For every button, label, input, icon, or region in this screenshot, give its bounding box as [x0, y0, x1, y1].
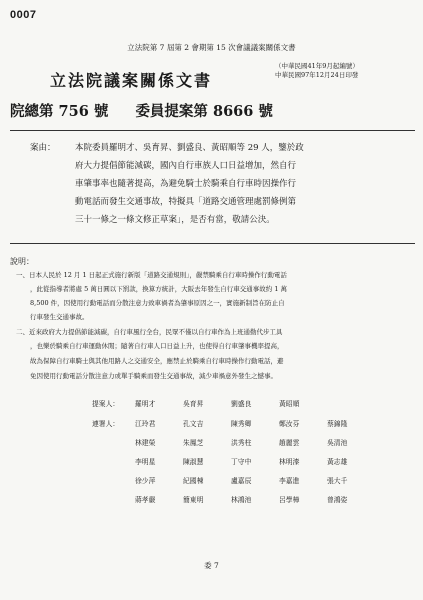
session-header: 立法院第 7 屆第 2 會期第 15 次會議議案關係文書 — [127, 43, 296, 52]
description-line: ，也樂於騎乘自行車運動休閒；隨著自行車人口日益上升，也使得自行車肇事機率提高， — [30, 342, 284, 350]
description-line: 故為保障自行車騎士與其他用路人之交通安全，應禁止於騎乘自行車時操作行動電話，避 — [30, 357, 284, 365]
doc-date-printed: 中華民國97年12月24日印發 — [275, 71, 359, 79]
cosigner-name: 江玲君 — [135, 420, 156, 428]
description-line: 一、日本人民於 12 月 1 日起正式施行新版「道路交通規則」，嚴禁騎乘自行車時操作行動電話 — [16, 271, 287, 279]
divider-middle — [10, 243, 415, 244]
proposer-row — [0, 398, 423, 408]
page-number: 0007 — [10, 9, 37, 21]
divider-top — [10, 130, 415, 131]
proposer-name: 劉盛良 — [231, 400, 252, 408]
footer-page-number: 委 7 — [204, 561, 219, 570]
cosigner-name: 蔣孝嚴 — [135, 496, 156, 504]
doc-dates — [275, 62, 359, 80]
cosigner-name: 鄭汝芬 — [279, 420, 300, 428]
cosigner-name: 趙麗雲 — [279, 439, 300, 447]
case-line: 三十一條之一條文修正草案」，是否有當，敬請公決。 — [75, 215, 275, 225]
cosigner-name: 孔文吉 — [183, 420, 204, 428]
proposer-name: 黃昭順 — [279, 400, 300, 408]
cosigner-name: 簡東明 — [183, 496, 204, 504]
description-line: 行車發生交通事故。 — [30, 313, 89, 321]
cosigner-name: 林建榮 — [135, 439, 156, 447]
cosigner-name: 曾鴻姿 — [327, 496, 348, 504]
description-line: 8,500 件，因使用行動電話而分散注意力致車禍者為肇事原因之一，實施新制旨在防止自 — [30, 299, 285, 307]
doc-title: 立法院議案關係文書 — [50, 71, 213, 90]
cosigner-name: 吳清池 — [327, 439, 348, 447]
description-line: 免因使用行動電話分散注意力或單手騎乘而發生交通事故，減少車禍意外發生之憾事。 — [30, 372, 277, 380]
cosigner-name: 朱鳳芝 — [183, 439, 204, 447]
cosigner-row — [0, 494, 423, 504]
cosigner-name: 丁守中 — [231, 458, 252, 466]
case-line: 本院委員羅明才、吳育昇、劉盛良、黃昭順等 29 人，鑒於政 — [75, 143, 304, 153]
case-label: 案由： — [30, 143, 56, 153]
cosigner-label: 連署人： — [92, 420, 120, 428]
cosigner-name: 李明星 — [135, 458, 156, 466]
doc-number — [10, 100, 273, 121]
general-number: 院總第 756 號 — [10, 103, 109, 120]
case-line: 車肇事率也隨著提高，為避免騎士於騎乘自行車時因操作行 — [75, 179, 297, 189]
cosigner-row — [0, 418, 423, 428]
case-line: 府大力提倡節能減碳，國內自行車族人口日益增加，然自行 — [75, 161, 297, 171]
doc-date-numbering: （中華民國41年9月起編號） — [275, 62, 359, 70]
case-line: 動電話而發生交通事故，特擬具「道路交通管理處罰條例第 — [75, 197, 297, 207]
cosigner-name: 李嘉進 — [279, 477, 300, 485]
cosigner-name: 蔡錦隆 — [327, 420, 348, 428]
proposer-label: 提案人： — [92, 400, 120, 408]
cosigner-row — [0, 475, 423, 485]
proposer-name: 羅明才 — [135, 400, 156, 408]
cosigner-name: 林鴻池 — [231, 496, 252, 504]
cosigner-name: 陳淑慧 — [183, 458, 204, 466]
cosigner-name: 黃志雄 — [327, 458, 348, 466]
cosigner-name: 張大千 — [327, 477, 348, 485]
cosigner-row — [0, 437, 423, 447]
description-line: ，此從指導者將處 5 萬日圓以下罰款，換算方統計，大阪去年發生自行車交通事故約 1 萬 — [30, 285, 288, 293]
description-line: 二、近來政府大力提倡節能減碳，自行車風行全台，民眾不僅以自行車作為上班通勤代步工具 — [16, 328, 283, 336]
cosigner-name: 盧嘉辰 — [231, 477, 252, 485]
cosigner-row — [0, 456, 423, 466]
cosigner-name: 徐少萍 — [135, 477, 156, 485]
description-label: 說明： — [10, 257, 34, 266]
proposer-name: 吳育昇 — [183, 400, 204, 408]
cosigner-name: 紀國棟 — [183, 477, 204, 485]
cosigner-name: 呂學樟 — [279, 496, 300, 504]
cosigner-name: 林明溱 — [279, 458, 300, 466]
cosigner-name: 洪秀柱 — [231, 439, 252, 447]
proposal-number: 委員提案第 8666 號 — [135, 103, 273, 120]
cosigner-name: 陳秀卿 — [231, 420, 252, 428]
